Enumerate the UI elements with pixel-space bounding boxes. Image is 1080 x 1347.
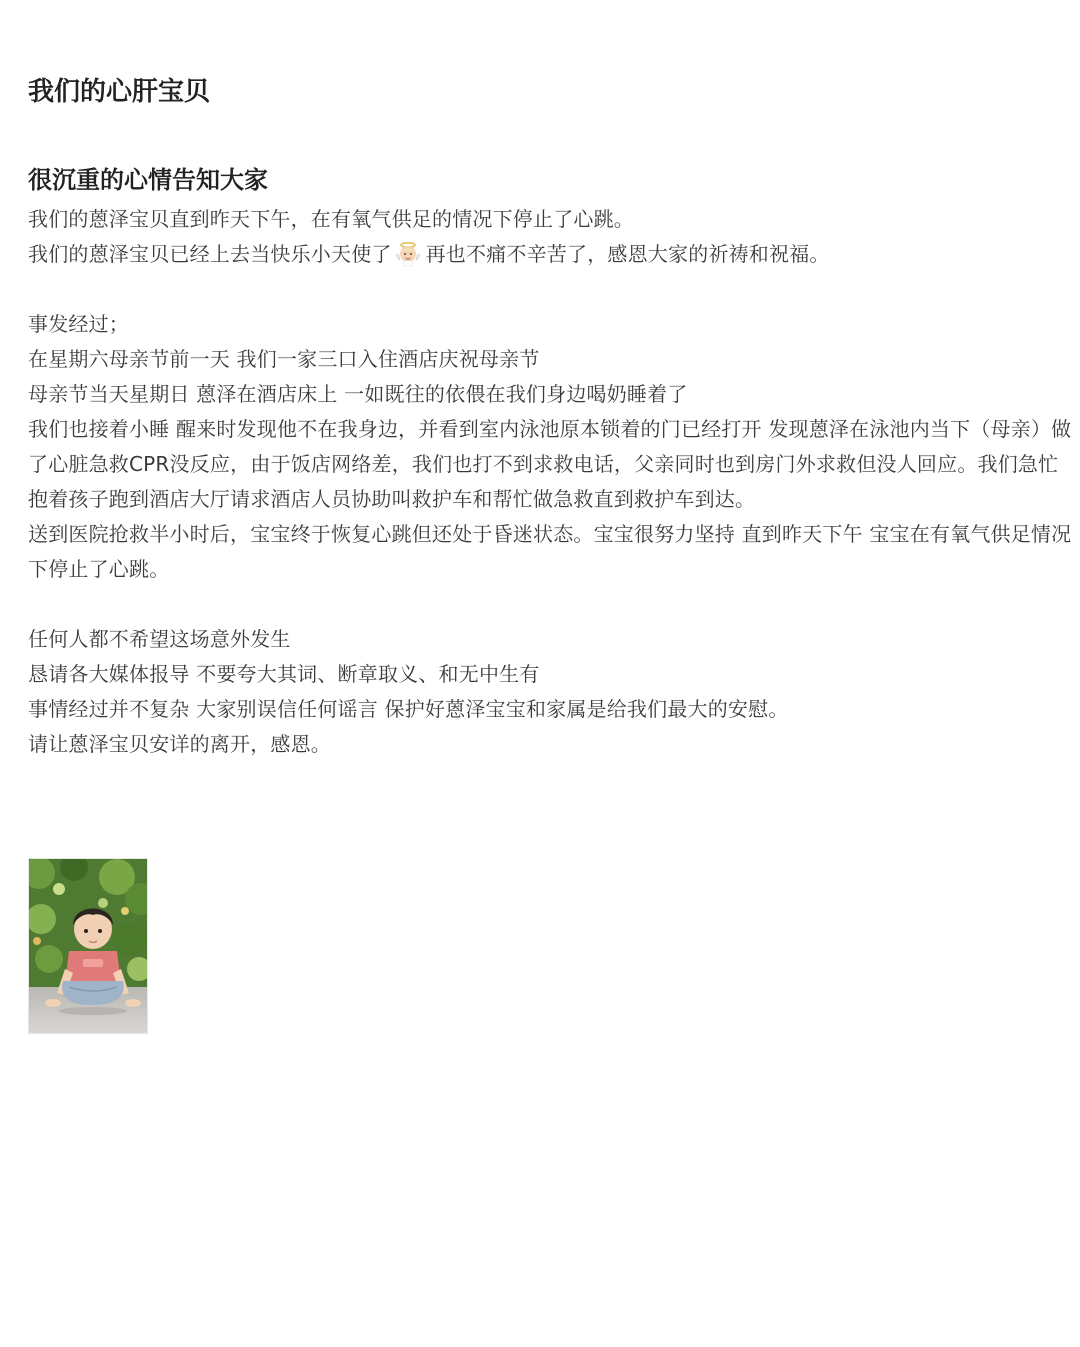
announcement-text-b: 再也不痛不辛苦了，感恩大家的祈祷和祝福。 [425,242,830,266]
post-subtitle: 很沉重的心情告知大家 [28,166,268,194]
closing-line-3: 事情经过并不复杂 大家别误信任何谣言 保护好蒽泽宝宝和家属是给我们最大的安慰。 [28,697,789,721]
closing-line-1: 任何人都不希望这场意外发生 [28,627,291,651]
announcement-line-2 [28,237,1074,272]
event-line-2: 母亲节当天星期日 蒽泽在酒店床上 一如既往的依偎在我们身边喝奶睡着了 [28,382,688,406]
event-line-1: 在星期六母亲节前一天 我们一家三口入住酒店庆祝母亲节 [28,347,540,371]
post-body [28,202,1074,762]
baby-angel-icon [394,239,422,267]
child-photo[interactable] [28,858,148,1034]
event-line-3: 我们也接着小睡 醒来时发现他不在我身边，并看到室内泳池原本锁着的门已经打开 发现蒽泽在泳池内当下（母亲）做了心脏急救CPR没反应，由于饭店网络差，我们也打不到求救电话，父亲同时也到房门外求救但没人回应。我们急忙抱着孩子跑到酒店大厅请求酒店人员协助叫救护车和帮忙做急救直到救护车到达。 [28,417,1072,511]
paragraph-gap [28,272,1074,307]
closing-line-4: 请让蒽泽宝贝安详的离开，感恩。 [28,732,331,756]
event-line-4: 送到医院抢救半小时后，宝宝终于恢复心跳但还处于昏迷状态。宝宝很努力坚持 直到昨天下午 宝宝在有氧气供足情况下停止了心跳。 [28,522,1072,581]
post-title: 我们的心肝宝贝 [28,77,211,107]
closing-line-2: 恳请各大媒体报导 不要夸大其词、断章取义、和无中生有 [28,662,540,686]
events-heading: 事发经过； [28,312,129,336]
paragraph-gap [28,587,1074,622]
announcement-text-a: 我们的蒽泽宝贝已经上去当快乐小天使了 [28,242,392,266]
announcement-line: 我们的蒽泽宝贝直到昨天下午，在有氧气供足的情况下停止了心跳。 [28,207,634,231]
